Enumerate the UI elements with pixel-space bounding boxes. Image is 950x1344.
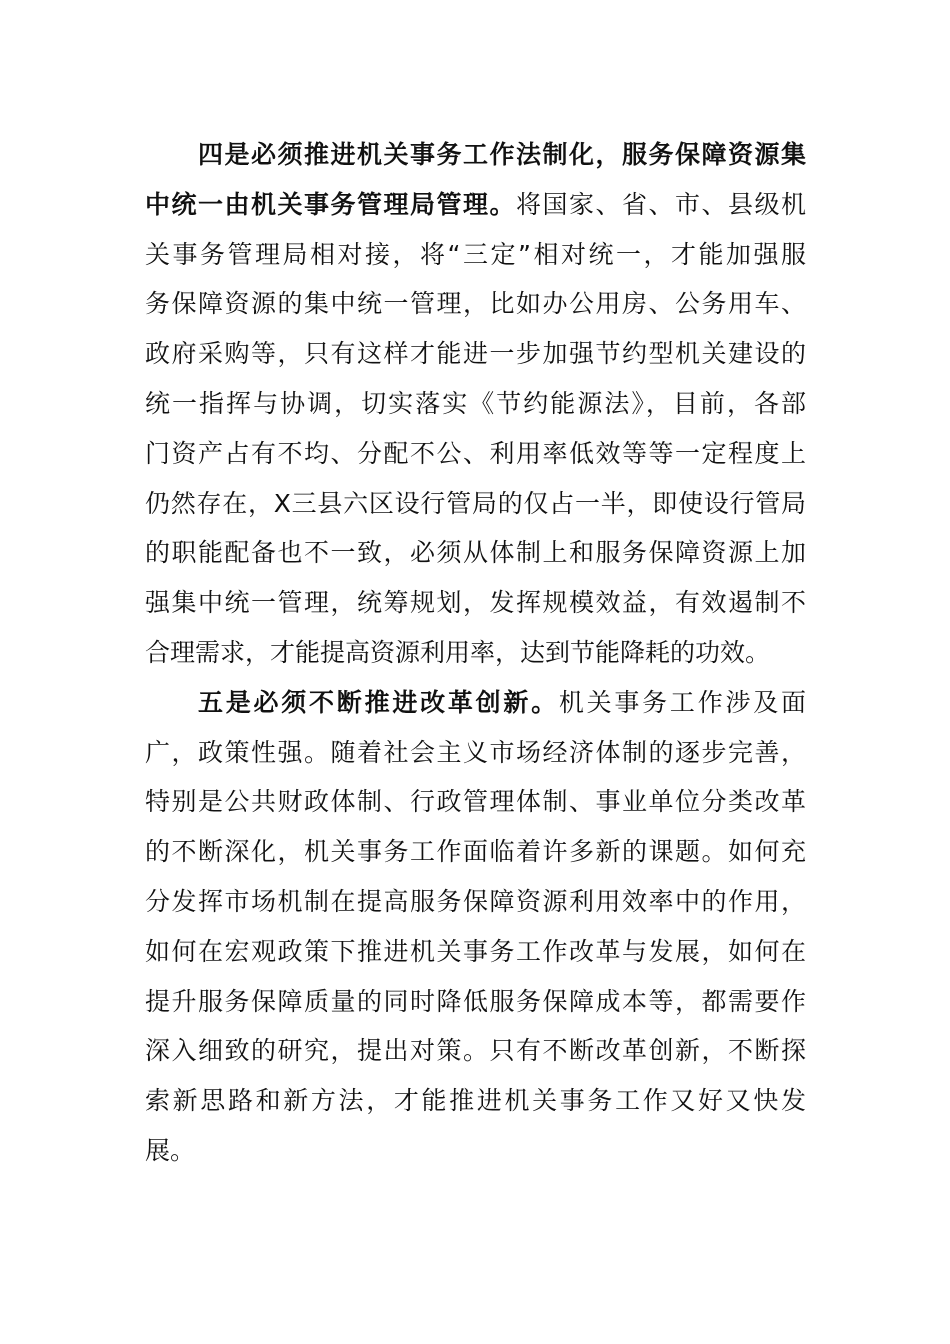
text-line <box>145 230 806 280</box>
body-text: 如何在宏观政策下推进机关事务工作改革与发展，如何在 <box>145 936 806 966</box>
body-text: 门资产占有不均、分配不公、利用率低效等等一定程度上 <box>145 438 806 468</box>
body-text: 索新思路和新方法，才能推进机关事务工作又好又快发 <box>145 1086 806 1116</box>
body-text: 深入细致的研究，提出对策。只有不断改革创新，不断探 <box>145 1036 806 1066</box>
text-line <box>145 1076 806 1126</box>
body-text: 关事务管理局相对接，将“三定”相对统一，才能加强服 <box>145 239 806 269</box>
body-text: 仍然存在，X三县六区设行管局的仅占一半，即使设行管局 <box>145 488 806 518</box>
body-text: 务保障资源的集中统一管理，比如办公用房、公务用车、 <box>145 289 806 319</box>
body-text: 统一指挥与协调，切实落实《节约能源法》，目前，各部 <box>145 388 806 418</box>
text-line <box>145 977 806 1027</box>
text-line <box>145 628 806 678</box>
bold-lead-text: 五是必须不断推进改革创新。 <box>198 687 559 717</box>
text-line <box>145 279 806 329</box>
body-text: 展。 <box>145 1135 196 1165</box>
text-line <box>145 180 806 230</box>
text-line <box>145 777 806 827</box>
text-line <box>145 1026 806 1076</box>
paragraph <box>145 678 806 1176</box>
text-line <box>145 429 806 479</box>
text-line <box>145 1126 806 1176</box>
body-text: 的职能配备也不一致，必须从体制上和服务保障资源上加 <box>145 538 806 568</box>
body-text: 分发挥市场机制在提高服务保障资源利用效率中的作用， <box>145 886 806 916</box>
paragraph <box>145 130 806 678</box>
text-line <box>145 578 806 628</box>
body-text: 机关事务工作涉及面 <box>558 687 806 717</box>
body-text: 政府采购等，只有这样才能进一步加强节约型机关建设的 <box>145 339 806 369</box>
text-line <box>145 528 806 578</box>
body-text: 提升服务保障质量的同时降低服务保障成本等，都需要作 <box>145 986 806 1016</box>
text-line <box>145 329 806 379</box>
text-line <box>145 927 806 977</box>
text-line <box>145 728 806 778</box>
text-line <box>145 379 806 429</box>
document-page <box>145 130 806 1176</box>
text-line <box>145 479 806 529</box>
body-text: 强集中统一管理，统筹规划，发挥规模效益，有效遏制不 <box>145 588 806 618</box>
body-text: 特别是公共财政体制、行政管理体制、事业单位分类改革 <box>145 787 806 817</box>
bold-lead-text: 四是必须推进机关事务工作法制化，服务保障资源集 <box>198 140 806 169</box>
text-line <box>145 877 806 927</box>
text-line <box>145 130 806 180</box>
text-line <box>145 827 806 877</box>
body-text: 将国家、省、市、县级机 <box>515 189 806 219</box>
body-text: 合理需求，才能提高资源利用率，达到节能降耗的功效。 <box>145 637 771 667</box>
body-text: 广，政策性强。随着社会主义市场经济体制的逐步完善， <box>145 737 806 767</box>
text-line <box>145 678 806 728</box>
bold-lead-text: 中统一由机关事务管理局管理。 <box>145 189 516 219</box>
body-text: 的不断深化，机关事务工作面临着许多新的课题。如何充 <box>145 837 806 867</box>
